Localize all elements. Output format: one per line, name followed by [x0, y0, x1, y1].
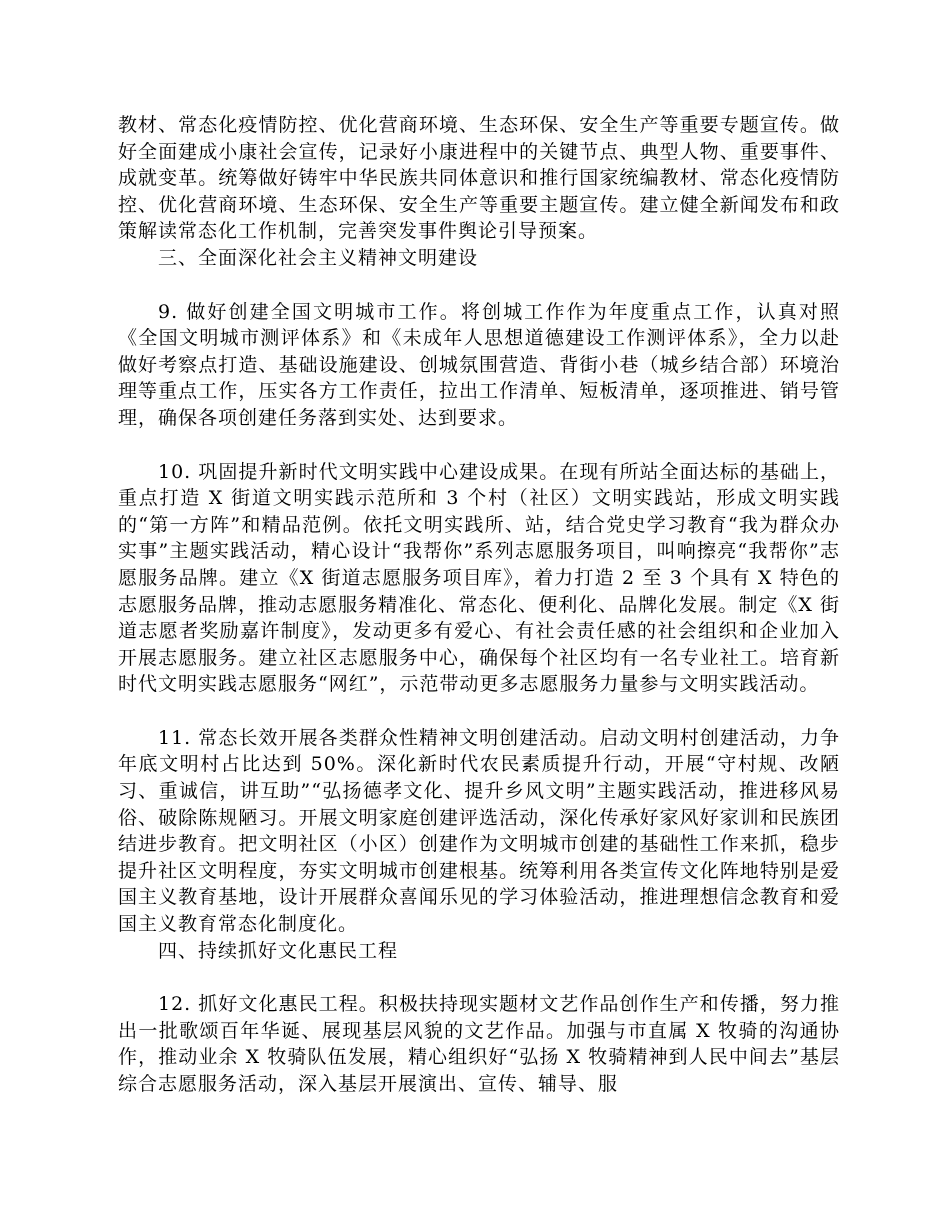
paragraph-item-11: 11. 常态长效开展各类群众性精神文明创建活动。启动文明村创建活动，力争年底文明村占比达到 50%。深化新时代农民素质提升行动，开展“守村规、改陋习、重诚信，讲互助”“弘扬德孝文化、提升乡风文明”主题实践活动，推进移风易俗、破除陈规陋习。开展文明家庭创建评选活动，深化传承好家风好家训和民族团结进步教育。把文明社区（小区）创建作为文明城市创建的基础性工作来抓，稳步提升社区文明程度，夯实文明城市创建根基。统筹利用各类宣传文化阵地特别是爱国主义教育基地，设计开展群众喜闻乐见的学习体验活动，推进理想信念教育和爱国主义教育常态化制度化。: [118, 726, 840, 936]
paragraph-item-12: 12. 抓好文化惠民工程。积极扶持现实题材文艺作品创作生产和传播，努力推出一批歌颂百年华诞、展现基层风貌的文艺作品。加强与市直属 X 牧骑的沟通协作，推动业余 X 牧骑队伍发展，精心组织好“弘扬 X 牧骑精神到人民中间去”基层综合志愿服务活动，深入基层开展演出、宣传、辅导、服: [118, 993, 840, 1095]
document-page: [118, 112, 840, 1098]
paragraph-item-10: 10. 巩固提升新时代文明实践中心建设成果。在现有所站全面达标的基础上，重点打造 X 街道文明实践示范所和 3 个村（社区）文明实践站，形成文明实践的“第一方阵”和精品范例。依托文明实践所、站，结合党史学习教育“我为群众办实事”主题实践活动，精心设计“我帮你”系列志愿服务项目，叫响擦亮“我帮你”志愿服务品牌。建立《X 街道志愿服务项目库》，着力打造 2 至 3 个具有 X 特色的志愿服务品牌，推动志愿服务精准化、常态化、便利化、品牌化发展。制定《X 街道志愿者奖励嘉许制度》，发动更多有爱心、有社会责任感的社会组织和企业加入开展志愿服务。建立社区志愿服务中心，确保每个社区均有一名专业社工。培育新时代文明实践志愿服务“网红”，示范带动更多志愿服务力量参与文明实践活动。: [118, 460, 840, 696]
paragraph-intro: 教材、常态化疫情防控、优化营商环境、生态环保、安全生产等重要专题宣传。做好全面建成小康社会宣传，记录好小康进程中的关键节点、典型人物、重要事件、成就变革。统筹做好铸牢中华民族共同体意识和推行国家统编教材、常态化疫情防控、优化营商环境、生态环保、安全生产等重要主题宣传。建立健全新闻发布和政策解读常态化工作机制，完善突发事件舆论引导预案。: [118, 114, 840, 243]
paragraph-item-9: 9. 做好创建全国文明城市工作。将创城工作作为年度重点工作，认真对照《全国文明城市测评体系》和《未成年人思想道德建设工作测评体系》，全力以赴做好考察点打造、基础设施建设、创城氛围营造、背街小巷（城乡结合部）环境治理等重点工作，压实各方工作责任，拉出工作清单、短板清单，逐项推进、销号管理，确保各项创建任务落到实处、达到要求。: [118, 300, 840, 429]
section-heading-3: 三、全面深化社会主义精神文明建设: [158, 246, 479, 269]
section-heading-4: 四、持续抓好文化惠民工程: [158, 939, 399, 962]
